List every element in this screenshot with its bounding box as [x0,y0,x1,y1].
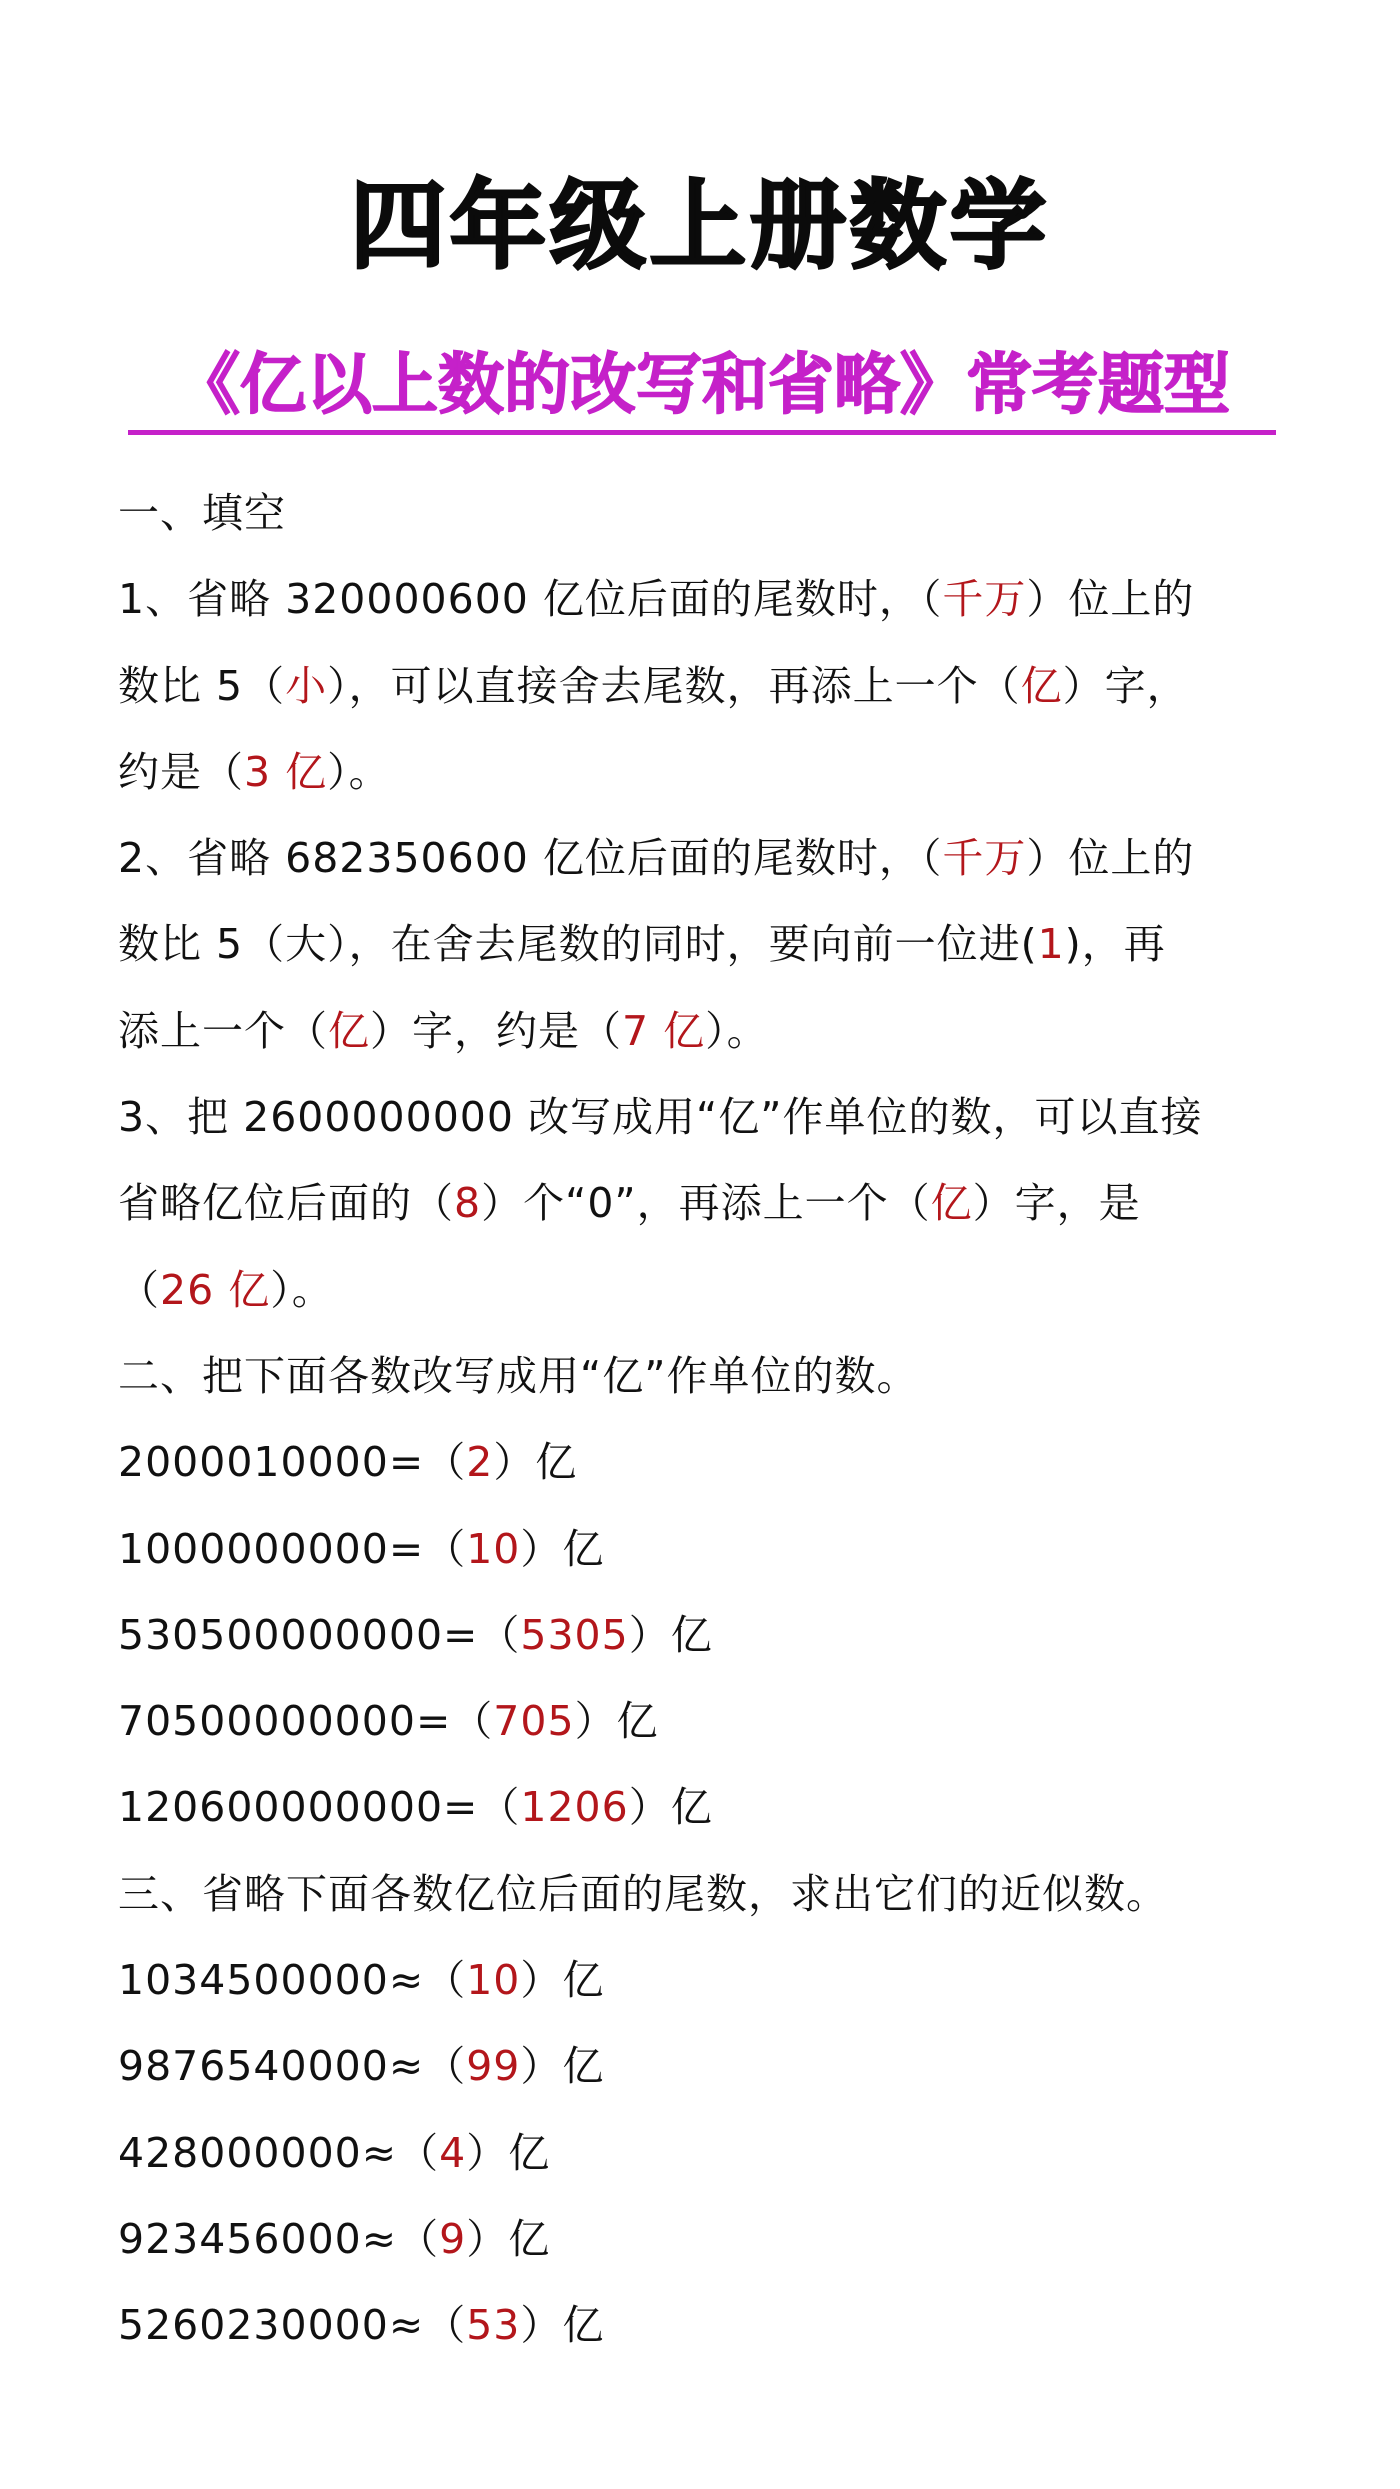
q2-answer-4: 7 亿 [622,1006,706,1055]
q3-text: ）。 [270,1265,334,1314]
q2-text: ）。 [705,1006,769,1055]
s3-answer: 53 [466,2301,521,2350]
q3-answer-3: 26 亿 [160,1265,271,1314]
worksheet-content [118,470,1298,2369]
s3-number: 5260230000≈（ [118,2301,467,2350]
q2-answer-2: 1 [1037,920,1065,969]
s2-number: 530500000000=（ [118,1610,521,1659]
s3-item [118,2023,1298,2109]
s2-answer: 10 [466,1524,521,1573]
s3-item [118,2282,1298,2368]
q3-text: ）个“0”，再添上一个（ [481,1179,931,1228]
q1-text: ），可以直接舍去尾数，再添上一个（ [327,661,1021,710]
s2-answer: 5305 [520,1610,629,1659]
s2-answer: 2 [466,1438,494,1487]
s3-number: 923456000≈（ [118,2214,440,2263]
s3-unit: ）亿 [466,2128,551,2177]
q1-text: 数比 5（ [118,661,286,710]
q2-line-1 [118,815,1298,901]
s3-unit: ）亿 [466,2214,551,2263]
q1-answer-2: 小 [285,661,328,710]
q2-text: 添上一个（ [118,1006,328,1055]
s2-item [118,1419,1298,1505]
q1-text: 约是（ [118,747,244,796]
q1-answer-3: 亿 [1020,661,1063,710]
q1-answer-4: 3 亿 [244,747,328,796]
s2-number: 120600000000=（ [118,1783,521,1832]
q3-answer-1: 8 [454,1179,482,1228]
subtitle-container [128,346,1276,423]
s2-unit: ）亿 [574,1697,659,1746]
s3-answer: 99 [466,2042,521,2091]
s3-unit: ）亿 [520,1956,605,2005]
s2-answer: 705 [493,1697,575,1746]
s3-unit: ）亿 [520,2042,605,2091]
q2-answer-1: 千万 [942,834,1027,883]
section-2-heading: 二、把下面各数改写成用“亿”作单位的数。 [118,1351,919,1400]
q3-text: 省略亿位后面的（ [118,1179,454,1228]
s3-item [118,2196,1298,2282]
q1-answer-1: 千万 [942,575,1027,624]
q3-line-2 [118,1160,1298,1246]
q2-text: 数比 5（大），在舍去尾数的同时，要向前一位进( [118,920,1038,969]
q3-text: ）字，是 [972,1179,1141,1228]
q2-line-3 [118,988,1298,1074]
q2-text: ）位上的 [1026,834,1195,883]
s2-number: 2000010000=（ [118,1438,467,1487]
s2-answer: 1206 [520,1783,629,1832]
q1-text: 1、省略 320000600 亿位后面的尾数时，（ [118,575,943,624]
q1-line-2 [118,643,1298,729]
s2-unit: ）亿 [628,1610,713,1659]
q3-line-1: 3、把 2600000000 改写成用“亿”作单位的数，可以直接 [118,1093,1203,1142]
s3-unit: ）亿 [520,2301,605,2350]
s2-item [118,1506,1298,1592]
q3-text: （ [118,1265,160,1314]
q2-line-2 [118,901,1298,987]
s3-item [118,1937,1298,2023]
s3-answer: 4 [439,2128,467,2177]
s3-answer: 10 [466,1956,521,2005]
s2-item [118,1678,1298,1764]
q1-text: ）位上的 [1026,575,1195,624]
q1-line-3 [118,729,1298,815]
s2-number: 70500000000=（ [118,1697,494,1746]
s3-item [118,2110,1298,2196]
s2-unit: ）亿 [493,1438,578,1487]
q2-answer-3: 亿 [328,1006,370,1055]
section-1-heading: 一、填空 [118,489,286,537]
page-title: 四年级上册数学 [350,170,1050,282]
subtitle-underline [128,430,1276,435]
q1-text: ）字， [1062,661,1189,710]
q1-text: ）。 [327,747,391,796]
q2-text: ）字，约是（ [370,1006,622,1055]
page-subtitle: 《亿以上数的改写和省略》常考题型 [174,346,1230,423]
s3-number: 9876540000≈（ [118,2042,467,2091]
s3-number: 1034500000≈（ [118,1956,467,2005]
s2-item [118,1592,1298,1678]
s2-unit: ）亿 [520,1524,605,1573]
q2-text: )，再 [1064,920,1166,969]
q2-text: 2、省略 682350600 亿位后面的尾数时，（ [118,834,943,883]
q3-line-3 [118,1247,1298,1333]
s3-number: 428000000≈（ [118,2128,440,2177]
q1-line-1 [118,556,1298,642]
q3-answer-2: 亿 [930,1179,973,1228]
s2-unit: ）亿 [628,1783,713,1832]
section-3-heading: 三、省略下面各数亿位后面的尾数，求出它们的近似数。 [118,1869,1168,1918]
s2-item [118,1764,1298,1850]
s3-answer: 9 [439,2214,467,2263]
s2-number: 1000000000=（ [118,1524,467,1573]
